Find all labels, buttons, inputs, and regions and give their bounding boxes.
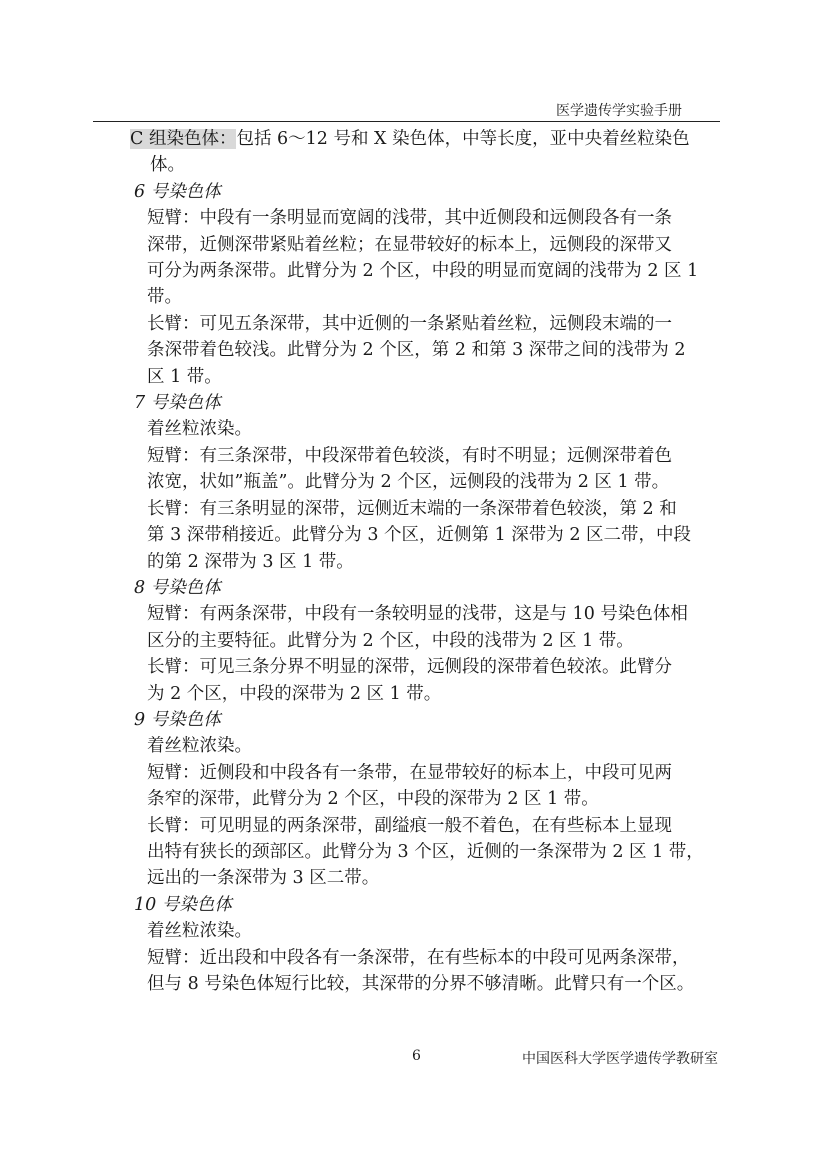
section-line: 短臂：中段有一条明显而宽阔的浅带，其中近侧段和远侧段各有一条 bbox=[147, 208, 672, 229]
section-heading-chr9: 9 号染色体 bbox=[134, 709, 221, 730]
intro-text-line1: 包括 6～12 号和 X 染色体，中等长度，亚中央着丝粒染色 bbox=[236, 129, 690, 149]
section-heading-chr6: 6 号染色体 bbox=[134, 181, 221, 202]
running-header: 医学遗传学实验手册 bbox=[556, 103, 682, 119]
section-line: 带。 bbox=[147, 287, 182, 308]
section-line: 长臂：有三条明显的深带，远侧近末端的一条深带着色较淡，第 2 和 bbox=[147, 498, 677, 519]
section-line: 区 1 带。 bbox=[147, 366, 222, 387]
section-line: 着丝粒浓染。 bbox=[147, 419, 252, 440]
section-line: 区分的主要特征。此臂分为 2 个区，中段的浅带为 2 区 1 带。 bbox=[147, 630, 634, 651]
section-line: 短臂：有两条深带，中段有一条较明显的浅带，这是与 10 号染色体相 bbox=[147, 604, 688, 625]
section-line: 出特有狭长的颈部区。此臂分为 3 个区，近侧的一条深带为 2 区 1 带， bbox=[147, 841, 704, 862]
section-line: 短臂：近出段和中段各有一条深带，在有些标本的中段可见两条深带， bbox=[147, 947, 690, 968]
section-line: 的第 2 深带为 3 区 1 带。 bbox=[147, 551, 354, 572]
section-line: 长臂：可见三条分界不明显的深带，远侧段的深带着色较浓。此臂分 bbox=[147, 657, 672, 678]
section-line: 着丝粒浓染。 bbox=[147, 921, 252, 942]
section-heading-chr10: 10 号染色体 bbox=[134, 894, 232, 915]
section-line: 长臂：可见五条深带，其中近侧的一条紧贴着丝粒，远侧段末端的一 bbox=[147, 313, 672, 334]
intro-text-line2: 体。 bbox=[150, 155, 185, 176]
page-number: 6 bbox=[412, 1048, 421, 1064]
section-line: 条窄的深带，此臂分为 2 个区，中段的深带为 2 区 1 带。 bbox=[147, 789, 599, 810]
section-line: 短臂：近侧段和中段各有一条带，在显带较好的标本上，中段可见两 bbox=[147, 762, 672, 783]
intro-paragraph bbox=[130, 126, 730, 152]
section-line: 但与 8 号染色体短行比较，其深带的分界不够清晰。此臂只有一个区。 bbox=[147, 974, 695, 994]
intro-label: C 组染色体： bbox=[130, 129, 237, 149]
section-heading-chr7: 7 号染色体 bbox=[134, 393, 221, 414]
section-heading-chr8: 8 号染色体 bbox=[134, 577, 221, 598]
section-line: 深带，近侧深带紧贴着丝粒；在显带较好的标本上，远侧段的深带又 bbox=[147, 234, 672, 255]
section-line: 短臂：有三条深带，中段深带着色较淡，有时不明显；远侧深带着色 bbox=[147, 445, 672, 466]
page-body bbox=[130, 126, 730, 997]
section-line: 可分为两条深带。此臂分为 2 个区，中段的明显而宽阔的浅带为 2 区 1 bbox=[147, 261, 699, 282]
section-line: 为 2 个区，中段的深带为 2 区 1 带。 bbox=[147, 683, 442, 704]
section-line: 浓宽，状如”瓶盖”。此臂分为 2 个区，远侧段的浅带为 2 区 1 带。 bbox=[147, 472, 670, 493]
section-line: 条深带着色较浅。此臂分为 2 个区，第 2 和第 3 深带之间的浅带为 2 bbox=[147, 340, 686, 361]
header-rule bbox=[93, 121, 720, 122]
section-line: 长臂：可见明显的两条深带，副缢痕一般不着色，在有些标本上显现 bbox=[147, 815, 672, 836]
footer-organization: 中国医科大学医学遗传学教研室 bbox=[522, 1051, 718, 1067]
section-line: 第 3 深带稍接近。此臂分为 3 个区，近侧第 1 深带为 2 区二带，中段 bbox=[147, 525, 692, 546]
section-line: 着丝粒浓染。 bbox=[147, 736, 252, 757]
section-line: 远出的一条深带为 3 区二带。 bbox=[147, 868, 380, 889]
